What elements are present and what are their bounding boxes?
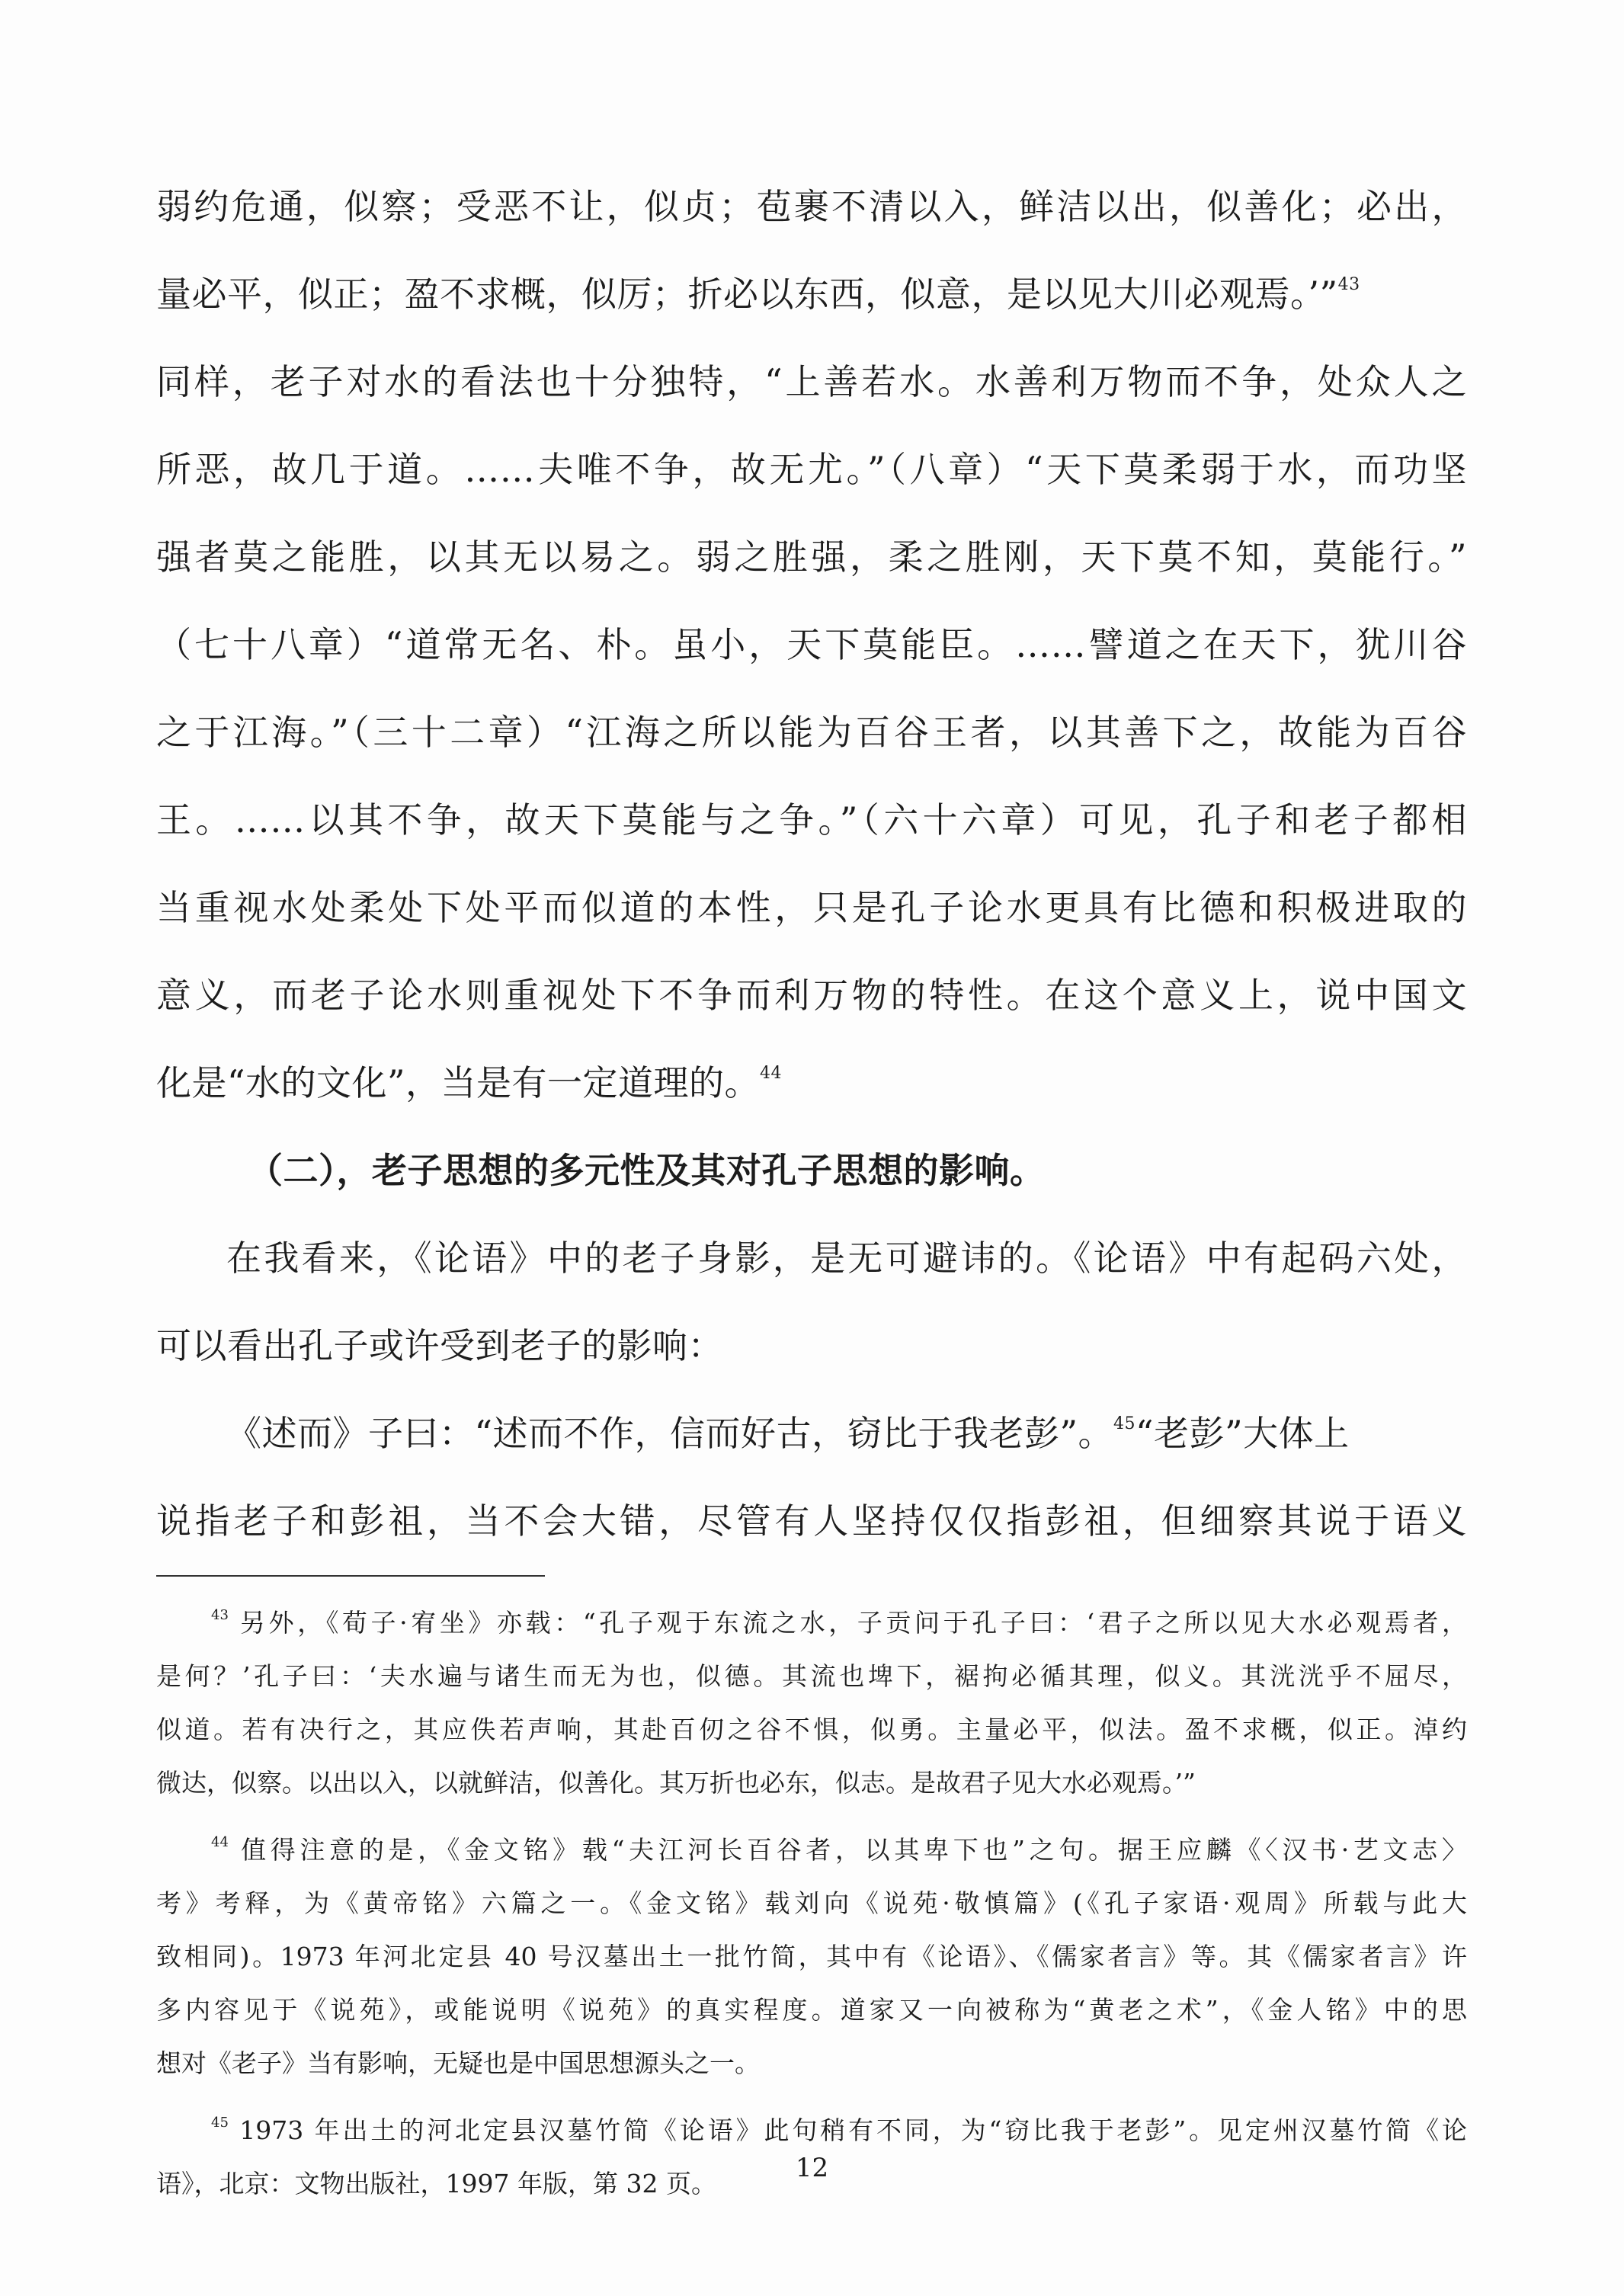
text-line: 意义，而老子论水则重视处下不争而利万物的特性。在这个意义上，说中国文 <box>156 975 1467 1016</box>
footnote-line: 致相同)。1973 年河北定县 40 号汉墓出土一批竹简，其中有《论语》、《儒家者言》等。其《儒家者言》许 <box>156 1942 1467 1971</box>
text-span: 化是“水的文化”，当是有一定道理的。 <box>156 1062 761 1103</box>
text-line: 弱约危通，似察；受恶不让，似贞；苞裹不清以入，鲜洁以出，似善化；必出， <box>156 186 1467 227</box>
text-line: 在我看来，《论语》中的老子身影，是无可避讳的。《论语》中有起码六处， <box>226 1238 1467 1279</box>
footnote-line: 是何？’孔子曰：‘夫水遍与诸生而无为也，似德。其流也埤下，裾拘必循其理，似义。其洸洸乎不屈尽， <box>156 1661 1467 1691</box>
text-line <box>156 251 1467 338</box>
footnote-number: 43 <box>211 1607 229 1623</box>
footnote-line: 想对《老子》当有影响，无疑也是中国思想源头之一。 <box>156 2048 760 2078</box>
footnote-line: 似道。若有决行之，其应佚若声响，其赴百仞之谷不惧，似勇。主量必平，似法。盈不求概，似正。淖约 <box>156 1715 1467 1744</box>
text-line: 可以看出孔子或许受到老子的影响： <box>156 1325 723 1366</box>
footnote-line: 考》考释，为《黄帝铭》六篇之一。《金文铭》载刘向《说苑·敬慎篇》(《孔子家语·观周》所载与此大 <box>156 1888 1467 1918</box>
text-span: 《述而》子曰：“述而不作，信而好古，窃比于我老彭”。 <box>226 1413 1114 1454</box>
text-line: 之于江海。”（三十二章）“江海之所以能为百谷王者，以其善下之，故能为百谷 <box>156 712 1467 753</box>
text-span: 另外，《荀子·宥坐》亦载：“孔子观于东流之水，子贡问于孔子曰：‘君子之所以见大水必观焉者， <box>240 1608 1467 1638</box>
footnote-number: 44 <box>211 1834 229 1850</box>
footnote-line <box>156 1596 1467 1650</box>
text-span: 1973 年出土的河北定县汉墓竹简《论语》此句稍有不同，为“窃比我于老彭”。见定州汉墓竹简《论 <box>239 2115 1467 2145</box>
footnote-line <box>156 1824 1467 1877</box>
footnote-line: 微达，似察。以出以入，以就鲜洁，似善化。其万折也必东，似志。是故君子见大水必观焉。’” <box>156 1768 1196 1798</box>
footnote-ref[interactable]: 44 <box>760 1063 783 1083</box>
footnote-divider <box>156 1575 545 1577</box>
footnote-line: 多内容见于《说苑》，或能说明《说苑》的真实程度。道家又一向被称为“黄老之术”，《金人铭》中的思 <box>156 1995 1467 2025</box>
text-line: 王。……以其不争，故天下莫能与之争。”（六十六章）可见，孔子和老子都相 <box>156 799 1467 841</box>
text-line: 强者莫之能胜，以其无以易之。弱之胜强，柔之胜刚，天下莫不知，莫能行。” <box>156 536 1467 578</box>
page-number: 12 <box>795 2153 829 2183</box>
body-text <box>156 163 1467 1565</box>
text-line <box>156 1390 1467 1478</box>
text-span: 量必平，似正；盈不求概，似厉；折必以东西，似意，是以见大川必观焉。’” <box>156 274 1338 315</box>
text-line: 说指老子和彭祖，当不会大错，尽管有人坚持仅仅指彭祖，但细察其说于语义 <box>156 1500 1467 1542</box>
text-line: 所恶，故几于道。……夫唯不争，故无尤。”（八章）“天下莫柔弱于水，而功坚 <box>156 449 1467 490</box>
text-line: 当重视水处柔处下处平而似道的本性，只是孔子论水更具有比德和积极进取的 <box>156 887 1467 928</box>
text-line <box>156 1039 1467 1127</box>
text-span: “老彭”大体上 <box>1136 1413 1350 1454</box>
text-span: 值得注意的是，《金文铭》载“夫江河长百谷者，以其卑下也”之句。据王应麟《〈汉书·艺文志〉 <box>241 1835 1467 1865</box>
text-line: （七十八章）“道常无名、朴。虽小，天下莫能臣。……譬道之在天下，犹川谷 <box>156 624 1467 665</box>
footnote-number: 45 <box>211 2115 229 2131</box>
section-heading: （二），老子思想的多元性及其对孔子思想的影响。 <box>248 1150 1046 1191</box>
footnote-ref[interactable]: 43 <box>1337 274 1360 294</box>
footnote-ref[interactable]: 45 <box>1113 1414 1136 1433</box>
text-line: 同样，老子对水的看法也十分独特，“上善若水。水善利万物而不争，处众人之 <box>156 361 1467 402</box>
footnote-line: 语》，北京：文物出版社，1997 年版，第 32 页。 <box>156 2169 716 2198</box>
footnotes <box>156 1596 1467 2211</box>
